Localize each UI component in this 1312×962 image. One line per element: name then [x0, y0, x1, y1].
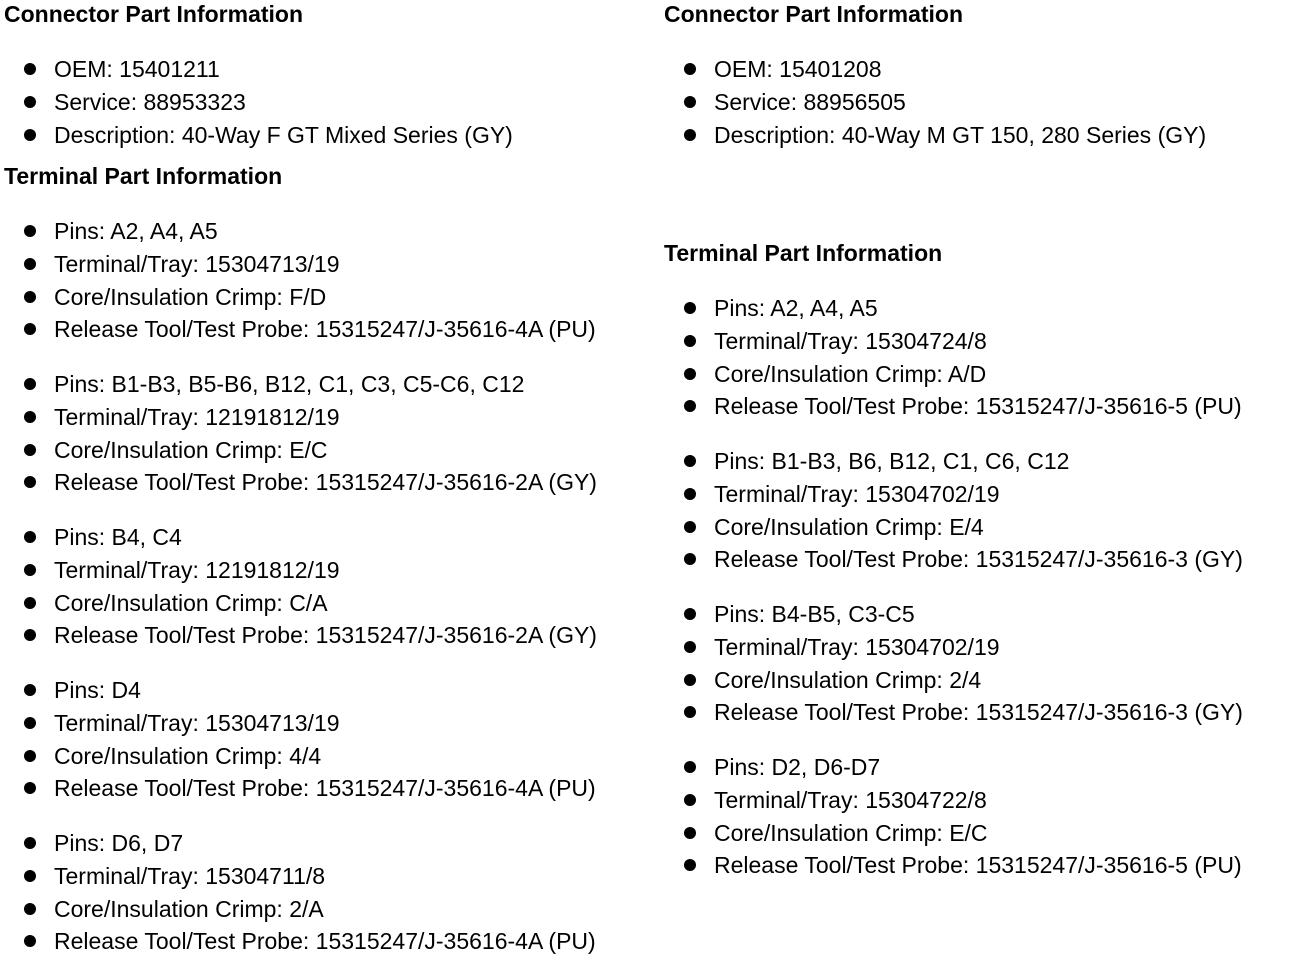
list-item: Core/Insulation Crimp: A/D [664, 360, 1242, 393]
bullet-icon [24, 629, 36, 641]
list-item: Release Tool/Test Probe: 15315247/J-35616-5 (PU) [664, 851, 1242, 884]
connector-heading: Connector Part Information [4, 1, 304, 27]
bullet-icon [684, 488, 696, 500]
terminal-group [664, 447, 1243, 578]
terminal-heading: Terminal Part Information [4, 163, 283, 189]
terminal-group [664, 294, 1242, 425]
bullet-icon [24, 903, 36, 915]
list-item: Description: 40-Way M GT 150, 280 Series (GY) [664, 121, 1206, 154]
bullet-icon [684, 794, 696, 806]
bullet-icon [684, 859, 696, 871]
list-item: Description: 40-Way F GT Mixed Series (GY) [4, 121, 513, 154]
terminal-heading: Terminal Part Information [664, 240, 943, 266]
list-item: Terminal/Tray: 15304722/8 [664, 786, 1242, 819]
list-item: Service: 88953323 [4, 88, 513, 121]
list-item: Core/Insulation Crimp: C/A [4, 589, 597, 622]
list-item: Terminal/Tray: 15304713/19 [4, 250, 596, 283]
bullet-icon [684, 400, 696, 412]
bullet-icon [684, 641, 696, 653]
bullet-icon [24, 684, 36, 696]
list-item: Core/Insulation Crimp: E/C [4, 436, 597, 469]
bullet-icon [24, 291, 36, 303]
list-item: Release Tool/Test Probe: 15315247/J-35616-4A (PU) [4, 315, 596, 348]
bullet-icon [684, 674, 696, 686]
connector-list [4, 55, 513, 153]
bullet-icon [24, 837, 36, 849]
terminal-group [4, 523, 597, 654]
bullet-icon [684, 608, 696, 620]
terminal-group [664, 600, 1243, 731]
terminal-group [664, 753, 1242, 884]
bullet-icon [684, 96, 696, 108]
list-item: Core/Insulation Crimp: E/C [664, 819, 1242, 852]
bullet-icon [24, 63, 36, 75]
bullet-icon [684, 129, 696, 141]
list-item: Pins: D6, D7 [4, 829, 596, 862]
list-item: Pins: D4 [4, 676, 596, 709]
bullet-icon [24, 597, 36, 609]
list-item: Terminal/Tray: 12191812/19 [4, 403, 597, 436]
bullet-icon [684, 827, 696, 839]
bullet-icon [684, 521, 696, 533]
bullet-icon [684, 335, 696, 347]
bullet-icon [24, 96, 36, 108]
list-item: Terminal/Tray: 15304713/19 [4, 709, 596, 742]
bullet-icon [24, 476, 36, 488]
bullet-icon [24, 935, 36, 947]
list-item: OEM: 15401208 [664, 55, 1206, 88]
list-item: Terminal/Tray: 15304724/8 [664, 327, 1242, 360]
bullet-icon [24, 258, 36, 270]
bullet-icon [684, 368, 696, 380]
list-item: Release Tool/Test Probe: 15315247/J-35616-4A (PU) [4, 774, 596, 807]
list-item: Pins: A2, A4, A5 [664, 294, 1242, 327]
list-item: Release Tool/Test Probe: 15315247/J-35616-3 (GY) [664, 698, 1243, 731]
list-item: Terminal/Tray: 15304702/19 [664, 633, 1243, 666]
bullet-icon [24, 129, 36, 141]
list-item: Terminal/Tray: 15304702/19 [664, 480, 1243, 513]
terminal-group [4, 370, 597, 501]
bullet-icon [24, 225, 36, 237]
bullet-icon [24, 782, 36, 794]
list-item: Release Tool/Test Probe: 15315247/J-35616-2A (GY) [4, 468, 597, 501]
list-item: Pins: B1-B3, B5-B6, B12, C1, C3, C5-C6, C12 [4, 370, 597, 403]
bullet-icon [684, 706, 696, 718]
bullet-icon [684, 761, 696, 773]
connector-heading: Connector Part Information [664, 1, 964, 27]
bullet-icon [24, 750, 36, 762]
list-item: Pins: B1-B3, B6, B12, C1, C6, C12 [664, 447, 1243, 480]
list-item: Release Tool/Test Probe: 15315247/J-35616-5 (PU) [664, 392, 1242, 425]
list-item: Release Tool/Test Probe: 15315247/J-35616-4A (PU) [4, 927, 596, 960]
list-item: Core/Insulation Crimp: 4/4 [4, 742, 596, 775]
list-item: Core/Insulation Crimp: 2/A [4, 895, 596, 928]
list-item: Core/Insulation Crimp: 2/4 [664, 666, 1243, 699]
terminal-group [4, 217, 596, 348]
bullet-icon [684, 455, 696, 467]
bullet-icon [24, 378, 36, 390]
terminal-group [4, 676, 596, 807]
list-item: Pins: D2, D6-D7 [664, 753, 1242, 786]
list-item: OEM: 15401211 [4, 55, 513, 88]
bullet-icon [24, 323, 36, 335]
list-item: Terminal/Tray: 12191812/19 [4, 556, 597, 589]
bullet-icon [684, 302, 696, 314]
bullet-icon [24, 870, 36, 882]
connector-list [664, 55, 1206, 153]
list-item: Terminal/Tray: 15304711/8 [4, 862, 596, 895]
list-item: Release Tool/Test Probe: 15315247/J-35616-2A (GY) [4, 621, 597, 654]
bullet-icon [24, 717, 36, 729]
list-item: Pins: B4-B5, C3-C5 [664, 600, 1243, 633]
list-item: Pins: B4, C4 [4, 523, 597, 556]
list-item: Core/Insulation Crimp: E/4 [664, 513, 1243, 546]
bullet-icon [684, 553, 696, 565]
list-item: Core/Insulation Crimp: F/D [4, 283, 596, 316]
list-item: Pins: A2, A4, A5 [4, 217, 596, 250]
bullet-icon [24, 411, 36, 423]
list-item: Service: 88956505 [664, 88, 1206, 121]
bullet-icon [24, 531, 36, 543]
bullet-icon [24, 444, 36, 456]
bullet-icon [684, 63, 696, 75]
list-item: Release Tool/Test Probe: 15315247/J-35616-3 (GY) [664, 545, 1243, 578]
terminal-group [4, 829, 596, 960]
bullet-icon [24, 564, 36, 576]
